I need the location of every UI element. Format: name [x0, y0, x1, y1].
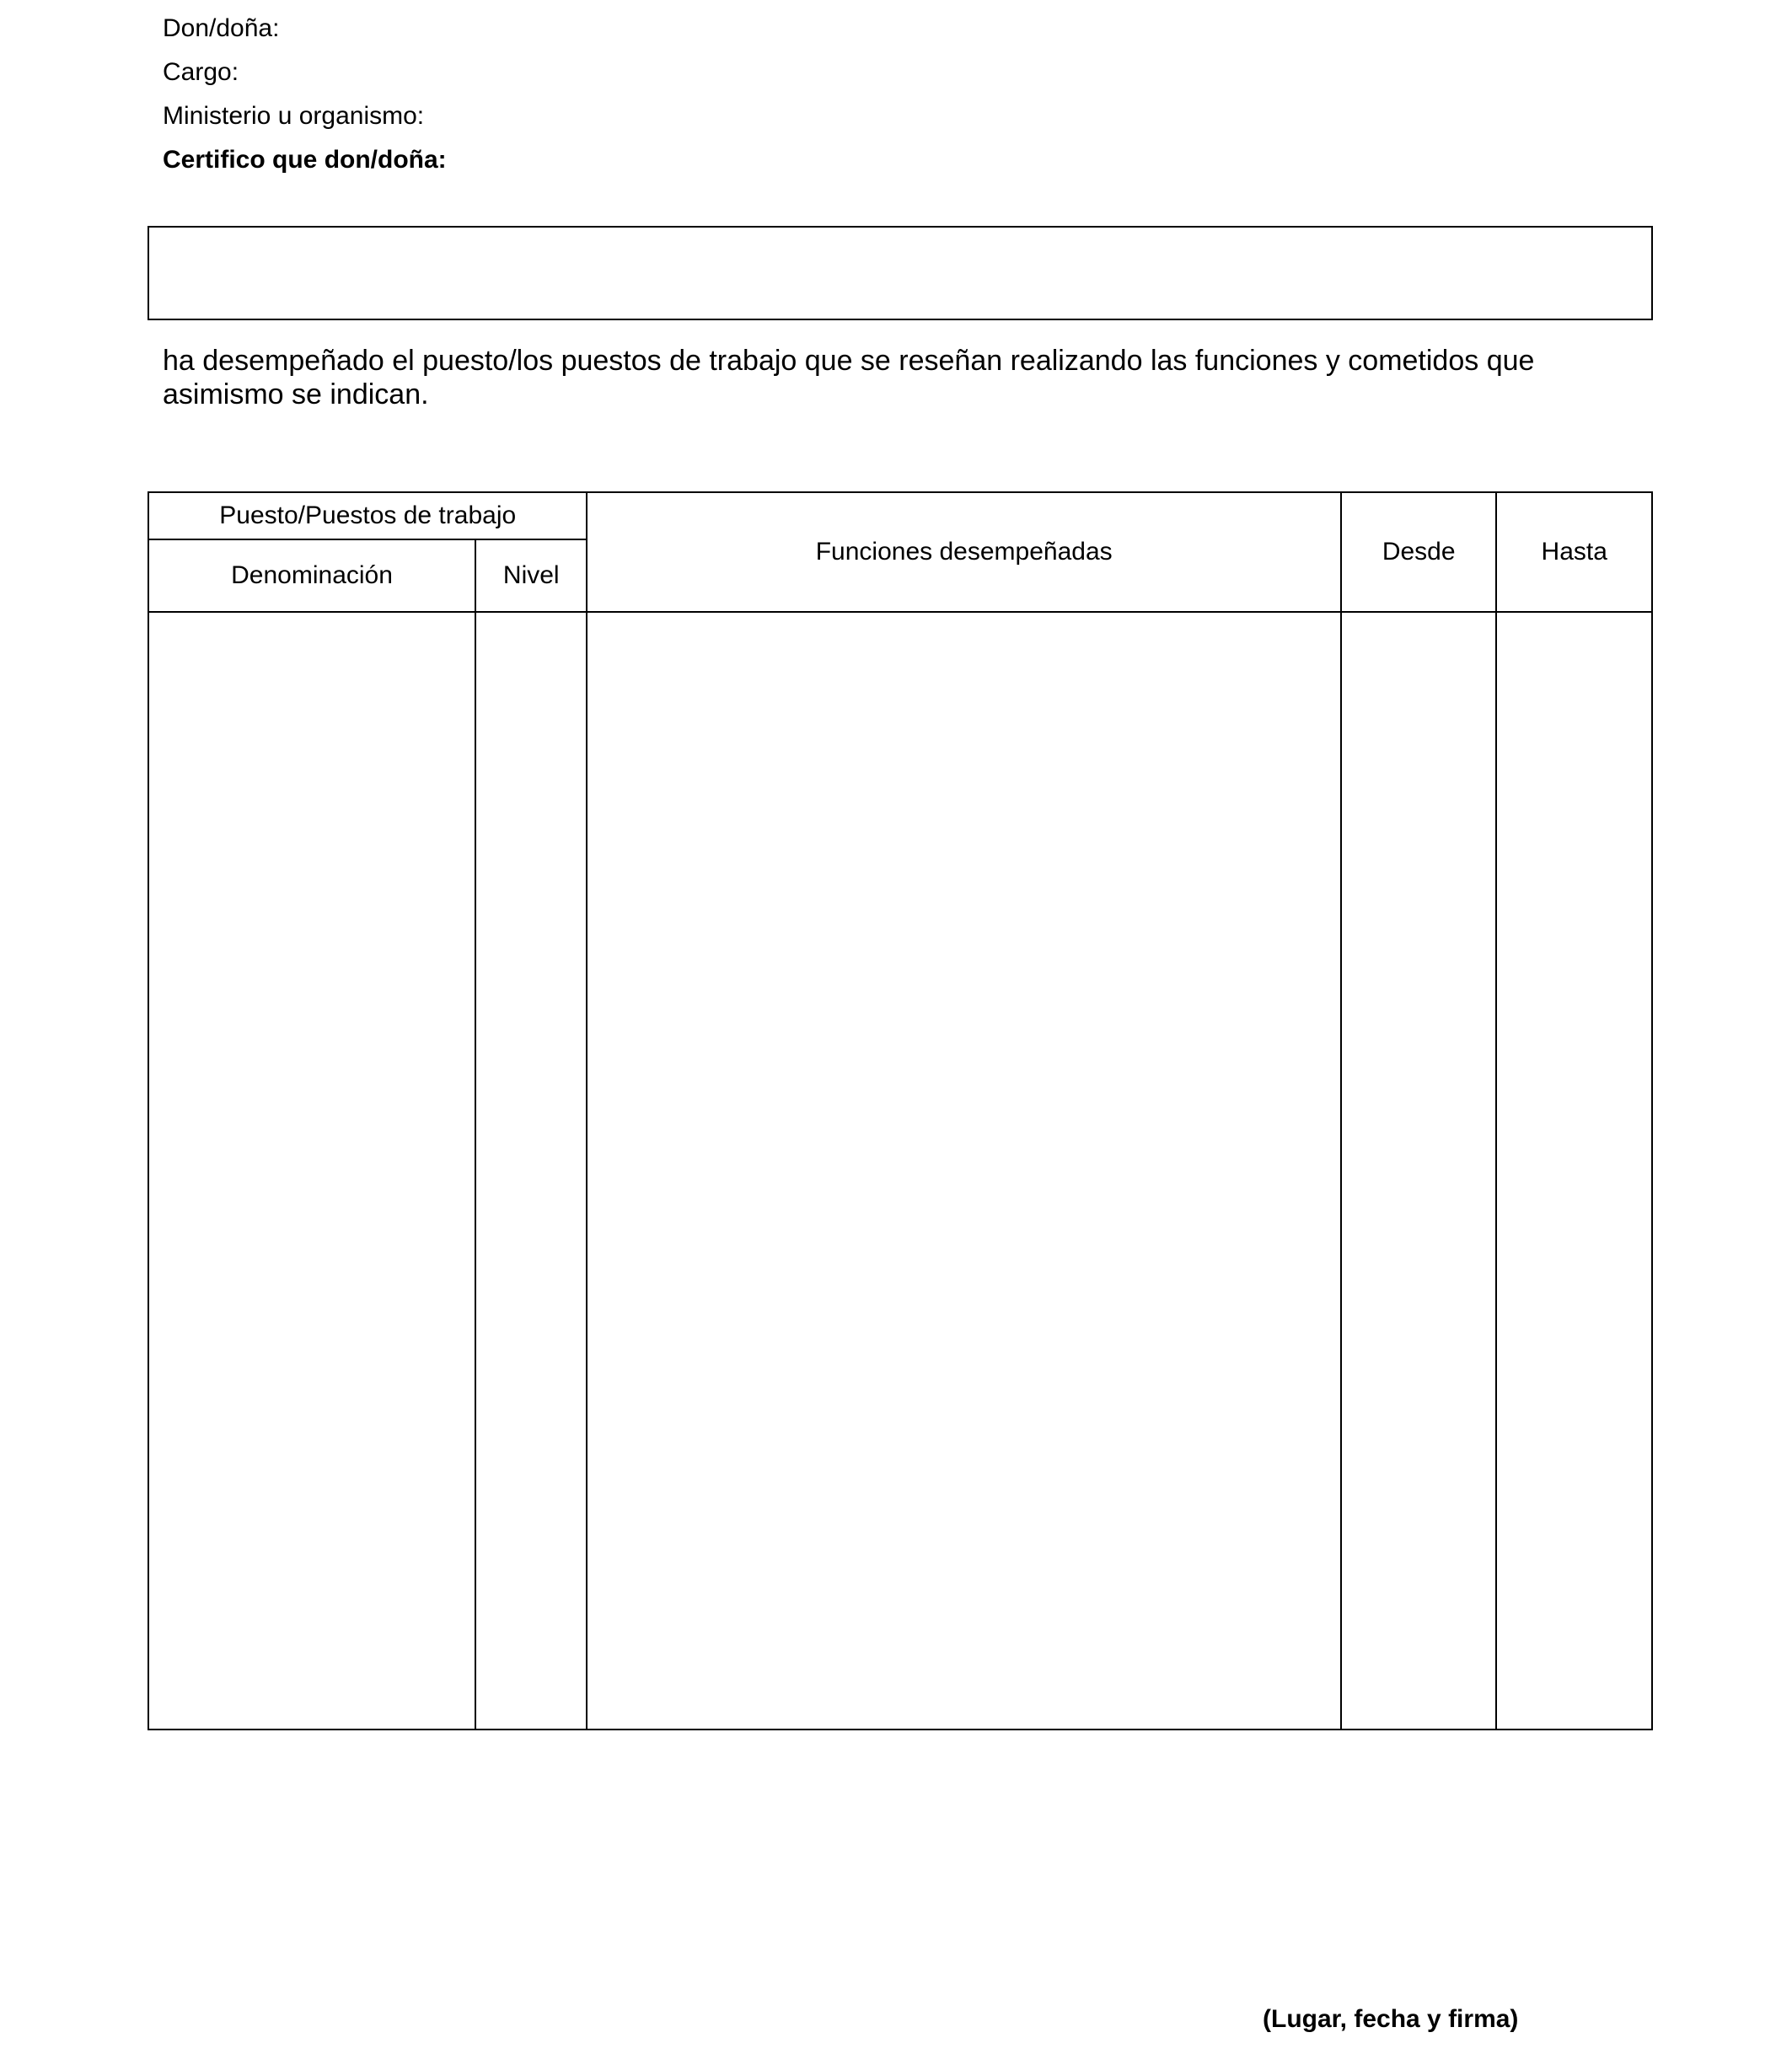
desde-header: Desde: [1341, 492, 1497, 612]
table-row: [148, 612, 1652, 1730]
statement-text: ha desempeñado el puesto/los puestos de trabajo que se reseñan realizando las funciones y cometidos que asimismo se indican.: [163, 345, 1535, 410]
denominacion-header: Denominación: [148, 539, 475, 612]
ministerio-label: Ministerio u organismo:: [163, 102, 425, 130]
hasta-cell[interactable]: [1496, 612, 1652, 1730]
cargo-label: Cargo:: [163, 58, 239, 86]
desde-cell[interactable]: [1341, 612, 1497, 1730]
signature-label: (Lugar, fecha y firma): [1263, 2005, 1519, 2033]
jobs-table: [148, 491, 1653, 1730]
funciones-cell[interactable]: [587, 612, 1341, 1730]
certifico-label: Certifico que don/doña:: [163, 146, 447, 174]
denominacion-cell[interactable]: [148, 612, 475, 1730]
puestos-group-header: Puesto/Puestos de trabajo: [148, 492, 587, 539]
hasta-header: Hasta: [1496, 492, 1652, 612]
certified-person-name-box[interactable]: [148, 226, 1653, 320]
don-dona-label: Don/doña:: [163, 14, 280, 42]
nivel-header: Nivel: [475, 539, 587, 612]
nivel-cell[interactable]: [475, 612, 587, 1730]
funciones-header: Funciones desempeñadas: [587, 492, 1341, 612]
